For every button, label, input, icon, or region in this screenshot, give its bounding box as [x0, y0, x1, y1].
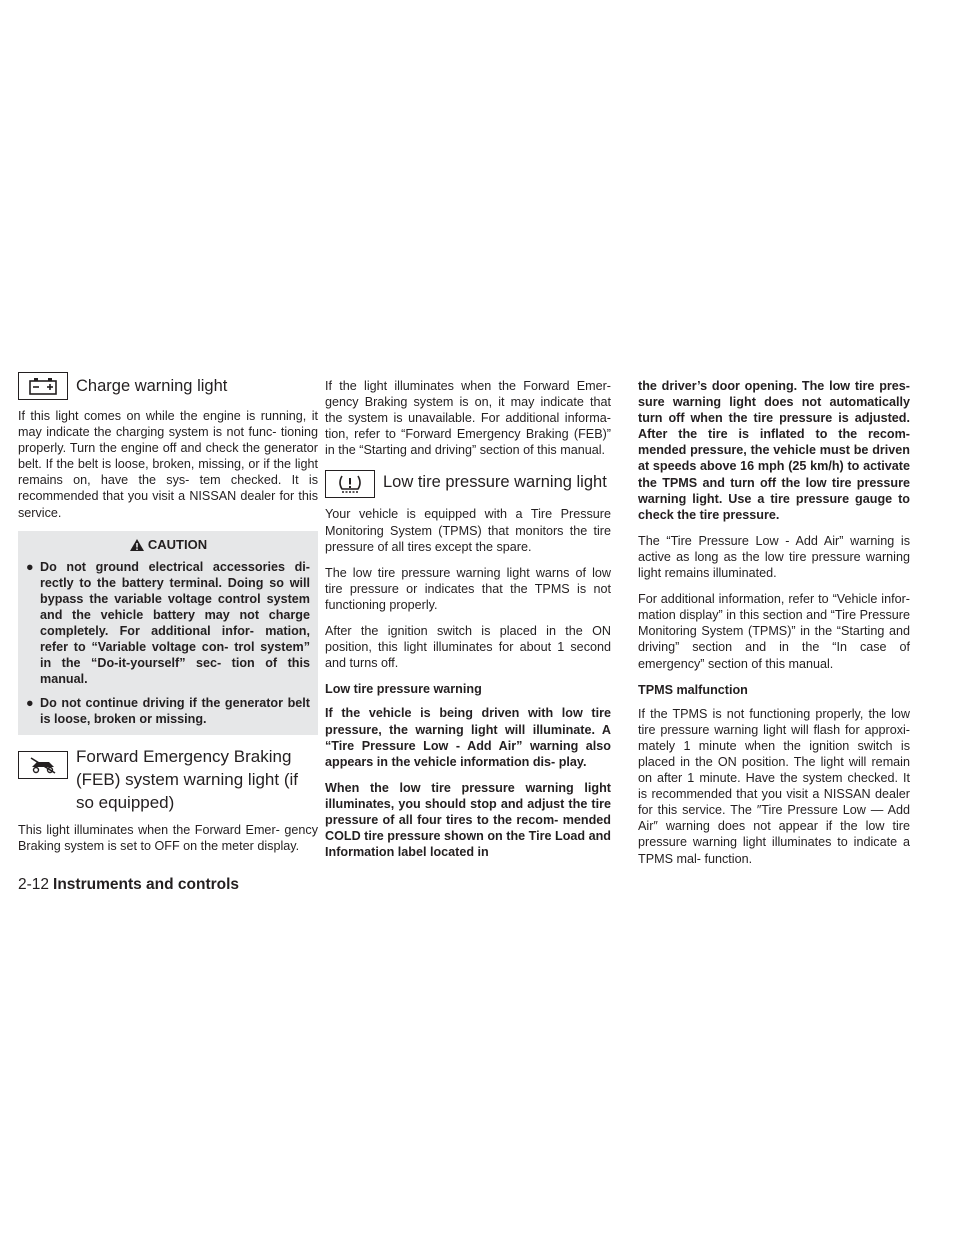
column-right	[638, 378, 910, 877]
feb-paragraph-continued: If the light illuminates when the Forward Emer- gency Braking system is on, it may indicate that the system is unavailable. For additional informa- tion, refer to “Forward Emergency Braking (FEB)” in the “Starting and driving” section of this manual.	[325, 379, 611, 458]
heading-title: Low tire pressure warning light	[383, 473, 607, 492]
tpms-warning-heading	[325, 468, 611, 498]
tpms-paragraph-2: The low tire pressure warning light warns of low tire pressure or indicates that the TPMS is not functioning properly.	[325, 565, 611, 612]
caution-title	[26, 537, 310, 553]
charge-warning-heading	[18, 370, 318, 400]
caution-item-text: Do not continue driving if the generator belt is loose, broken or missing.	[40, 695, 310, 726]
tpms-paragraph-1: Your vehicle is equipped with a Tire Pressure Monitoring System (TPMS) that monitors the tire pressure of all tires except the spare.	[325, 507, 611, 554]
charge-paragraph: If this light comes on while the engine is running, it may indicate the charging system is not func- tioning properly. Turn the engine off and check the generator belt. If the belt is loose, broken, missing, or if the light remains on, have the sys- tem checked. It is recommended that you visit a NISSAN dealer for this service.	[18, 409, 318, 520]
warning-triangle-icon	[129, 538, 145, 552]
section-title: Instruments and controls	[53, 876, 240, 893]
tpms-paragraph-3: After the ignition switch is placed in the ON position, this light illuminates for about 1 second and turns off.	[325, 624, 611, 671]
low-pressure-subhead: Low tire pressure warning	[325, 682, 482, 697]
caution-item-text: Do not ground electrical accessories di- rectly to the battery terminal. Doing so will bypass the variable voltage control system and the vehicle battery may not charge completely. For additional infor- mation, refer to “Variable voltage con- trol system” in the “Do-it-yourself” sec- tion of this manual.	[40, 559, 310, 687]
bold-paragraph-continued: the driver’s door opening. The low tire pres- sure warning light does not automatically turn off when the tire pressure is adjusted. After the tire is inflated to the recom- mended pressure, the vehicle must be driven at speeds above 16 mph (25 km/h) to activate the TPMS and turn off the low tire pressure warning light. Use a tire pressure gauge to check the tire pressure.	[638, 379, 910, 522]
feb-warning-icon	[18, 751, 68, 779]
tpms-active-paragraph: The “Tire Pressure Low - Add Air” warning is active as long as the low tire pressure warning light remains illuminated.	[638, 533, 910, 581]
column-left	[18, 370, 318, 864]
feb-paragraph: This light illuminates when the Forward Emer- gency Braking system is set to OFF on the meter display.	[18, 822, 318, 853]
caution-box	[18, 531, 318, 735]
column-middle	[325, 378, 611, 870]
malfunction-subhead: TPMS malfunction	[638, 682, 748, 697]
heading-title: Forward Emergency Braking (FEB) system warning light (if so equipped)	[76, 746, 298, 812]
battery-icon	[18, 372, 68, 400]
feb-warning-heading	[18, 745, 318, 814]
bold-paragraph-2: When the low tire pressure warning light illuminates, you should stop and adjust the tire pressure of all four tires to the recom- mended COLD tire pressure shown on the Tire Load and Information label located in	[325, 780, 611, 860]
caution-item	[26, 695, 310, 727]
additional-info-paragraph: For additional information, refer to “Vehicle infor- mation display” in this section and “Tire Pressure Monitoring System (TPMS)” in the “Starting and driving” section and in the “In case of emergency” section of this manual.	[638, 592, 910, 671]
malfunction-paragraph: If the TPMS is not functioning properly, the low tire pressure warning light will flash for approxi- mately 1 minute when the ignition switch is placed in the ON position. The light will remain on after 1 minute. Have the system checked. It is recommended that you visit a NISSAN dealer for this service. The ″Tire Pressure Low — Add Air″ warning does not appear if the low tire pressure warning light illuminates to indicate a TPMS mal- function.	[638, 706, 910, 866]
caution-item	[26, 559, 310, 688]
caution-label: CAUTION	[147, 536, 208, 552]
caution-list	[26, 559, 310, 727]
heading-title: Charge warning light	[76, 377, 228, 395]
page-footer	[18, 876, 239, 894]
bold-paragraph-1: If the vehicle is being driven with low tire pressure, the warning light will illuminate. A “Tire Pressure Low - Add Air” warning also appears in the vehicle information dis- play.	[325, 706, 611, 769]
page-number: 2-12	[18, 876, 50, 893]
bullet: ●	[26, 559, 34, 574]
tire-pressure-icon	[325, 470, 375, 498]
bullet: ●	[26, 695, 34, 710]
